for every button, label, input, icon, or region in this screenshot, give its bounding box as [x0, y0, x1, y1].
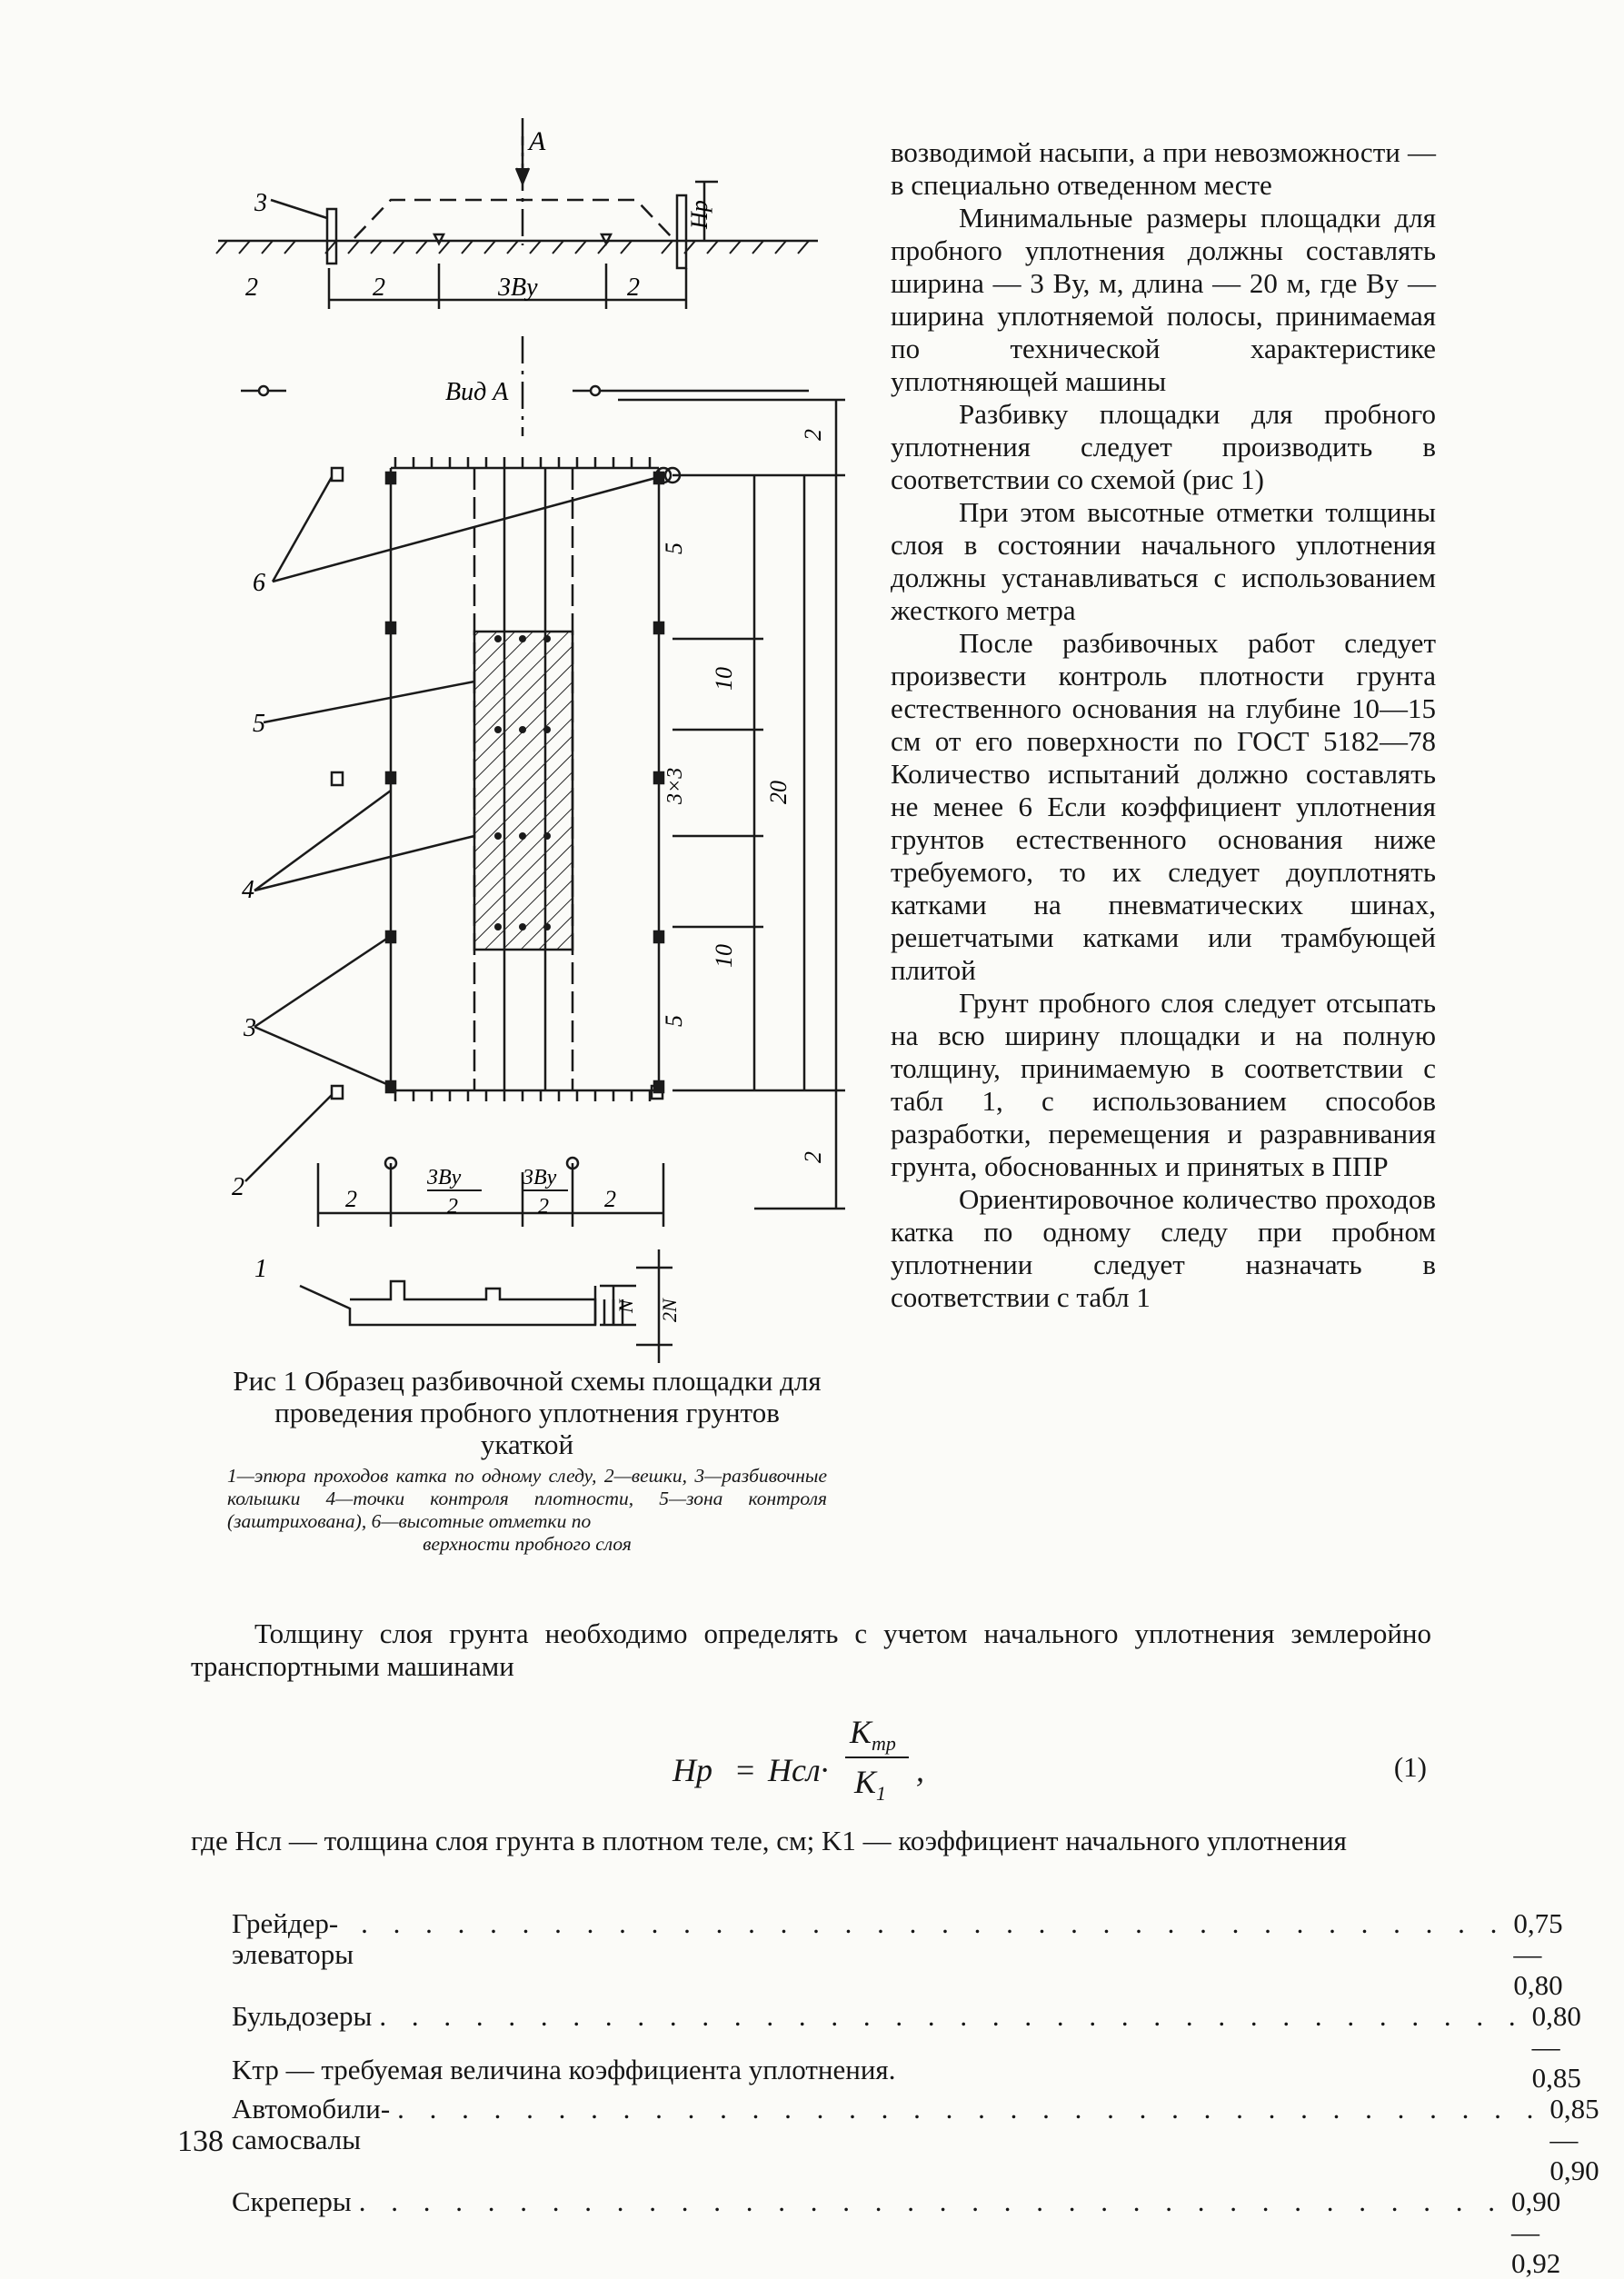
formula-1	[673, 1713, 1436, 1813]
paragraph: Разбивку площадки для пробного уплотнения следует производить в соответствии со схемой (рис 1)	[891, 398, 1436, 495]
list-item	[232, 2093, 1599, 2186]
dim-n: N	[614, 1299, 637, 1313]
paragraph: После разбивочных работ следует произвести контроль плотности грунта естественного основания на глубине 10—15 см от его поверхности по ГОСТ 5182—78 Количество испытаний должно составлять не менее 6 Если коэффициент уплотнения грунтов естественного основания ниже требуемого, то их следует доуплотнять катками на пневматических шинах, решетчатыми катками или трамбующей плитой	[891, 627, 1436, 986]
view-a-label: Вид А	[445, 378, 509, 406]
dim-10-bottom: 10	[711, 944, 737, 968]
formula-lhs: Hр	[673, 1752, 712, 1788]
dim-2-bottom-right-h: 2	[604, 1186, 616, 1212]
formula-numerator	[850, 1713, 896, 1756]
paragraph: При этом высотные отметки толщины слоя в состоянии начального уплотнения должны устанавливаться с использованием жесткого метра	[891, 496, 1436, 626]
right-column-text	[891, 136, 1436, 1314]
coefficient-value: 0,90—0,92	[1510, 2185, 1561, 2279]
formula-denominator	[854, 1763, 886, 1806]
body-paragraph-text: Толщину слоя грунта необходимо определять с учетом начального уплотнения землеройно транспортными машинами	[191, 1617, 1431, 1682]
label-2-top: 2	[245, 274, 258, 302]
list-item	[232, 1907, 1563, 2001]
leader-dots: . . . . . . . . . . . . . . . . . . . . . . . . . . . . . . . . . . . .	[358, 2185, 1504, 2217]
paragraph: Ориентировочное количество проходов катка по одному следу при пробном уплотнении следует назначать в соответствии с табл 1	[891, 1183, 1436, 1313]
denominator-sub: 1	[876, 1782, 887, 1806]
list-item	[232, 2185, 1561, 2279]
dim-2n: 2N	[658, 1299, 681, 1322]
dim-frac-num-left: 3Bу	[427, 1166, 462, 1189]
formula-explanation: где Hсл — толщина слоя грунта в плотном теле, см; K1 — коэффициент начального уплотнения	[191, 1825, 1347, 1856]
numerator-sub: тр	[872, 1732, 896, 1756]
paragraph: Грунт пробного слоя следует отсыпать на всю ширину площадки и на полную толщину, принимаемую в соответствии с табл 1, с использованием способов разработки, перемещения и разравнивания грунта, обоснованных и принятых в ППР	[891, 987, 1436, 1182]
formula-rhs: Hсл·	[768, 1752, 829, 1788]
dim-frac-den-right: 2	[538, 1195, 549, 1219]
formula-eq: =	[736, 1752, 755, 1788]
layout-scheme-figure	[209, 127, 845, 1363]
dim-2-right-top: 2	[627, 274, 640, 302]
label-3-top: 3	[254, 189, 267, 217]
paragraph: возводимой насыпи, а при невозможности — в специально отведенном месте	[891, 136, 1436, 201]
label-6: 6	[253, 569, 265, 597]
dim-20: 20	[765, 781, 792, 804]
label-a: A	[529, 126, 546, 156]
leader-dots: . . . . . . . . . . . . . . . . . . . . . . . . . . . . . . . . . . . .	[397, 2093, 1543, 2125]
body-paragraph	[191, 1617, 1431, 1683]
machine-name: Грейдер-элеваторы	[232, 1907, 354, 1970]
formula-number: (1)	[1393, 1751, 1427, 1783]
formula-tail: ,	[916, 1752, 924, 1788]
legend-text: 1—эпюра проходов катка по одному следу, 2—вешки, 3—разбивочные колышки 4—точки контроля плотности, 5—зона контроля (заштрихована), 6—высотные отметки по	[227, 1465, 827, 1532]
dim-5-top: 5	[661, 542, 687, 554]
dim-2-left-top: 2	[373, 274, 385, 302]
label-1: 1	[254, 1255, 267, 1283]
leader-dots: . . . . . . . . . . . . . . . . . . . . . . . . . . . . . . . . . . . .	[379, 2000, 1525, 2032]
paragraph: Минимальные размеры площадки для пробного уплотнения должны составлять ширина — 3 Bу, м, длина — 20 м, где Bу — ширина уплотняемой полосы, принимаемая по технической характеристике уплотняющей машины	[891, 202, 1436, 397]
dim-10-top: 10	[711, 667, 737, 691]
machine-name: Бульдозеры	[232, 2000, 373, 2032]
label-hp: Hр	[686, 200, 712, 229]
coefficient-value: 0,80—0,85	[1531, 2000, 1581, 2094]
label-4: 4	[242, 876, 254, 904]
coefficient-list	[232, 1907, 1599, 2279]
dim-3x3: 3×3	[663, 767, 687, 804]
dim-frac-den-left: 2	[447, 1195, 458, 1219]
fraction-bar	[845, 1757, 909, 1758]
ktr-definition: Kтр — требуемая величина коэффициента уплотнения.	[232, 2054, 896, 2085]
coefficient-value: 0,75—0,80	[1513, 1907, 1563, 2001]
dim-frac-num-right: 3Bу	[523, 1166, 557, 1189]
label-5: 5	[253, 710, 265, 738]
leader-dots: . . . . . . . . . . . . . . . . . . . . . . . . . . . . . . . . . . . .	[361, 1907, 1507, 1939]
dim-2-top-right: 2	[800, 429, 826, 441]
dim-5-bottom: 5	[661, 1015, 687, 1027]
dim-2-bottom-left: 2	[345, 1186, 357, 1212]
figure-caption-title: Рис 1 Образец разбивочной схемы площадки для проведения пробного уплотнения грунтов укаткой	[233, 1365, 822, 1460]
machine-name: Скреперы	[232, 2185, 352, 2217]
coefficient-value: 0,85—0,90	[1549, 2093, 1599, 2186]
numerator-k: K	[850, 1714, 872, 1750]
machine-name: Автомобили-самосвалы	[232, 2093, 391, 2155]
denominator-k: K	[854, 1764, 877, 1800]
label-3: 3	[244, 1014, 256, 1042]
legend-tail: верхности пробного слоя	[423, 1533, 632, 1555]
label-2: 2	[232, 1173, 244, 1201]
dim-3by-top: 3Bу	[498, 274, 538, 302]
page-number: 138	[177, 2125, 224, 2158]
figure-caption-legend	[227, 1465, 827, 1556]
dim-2-bottom-right: 2	[800, 1151, 826, 1163]
